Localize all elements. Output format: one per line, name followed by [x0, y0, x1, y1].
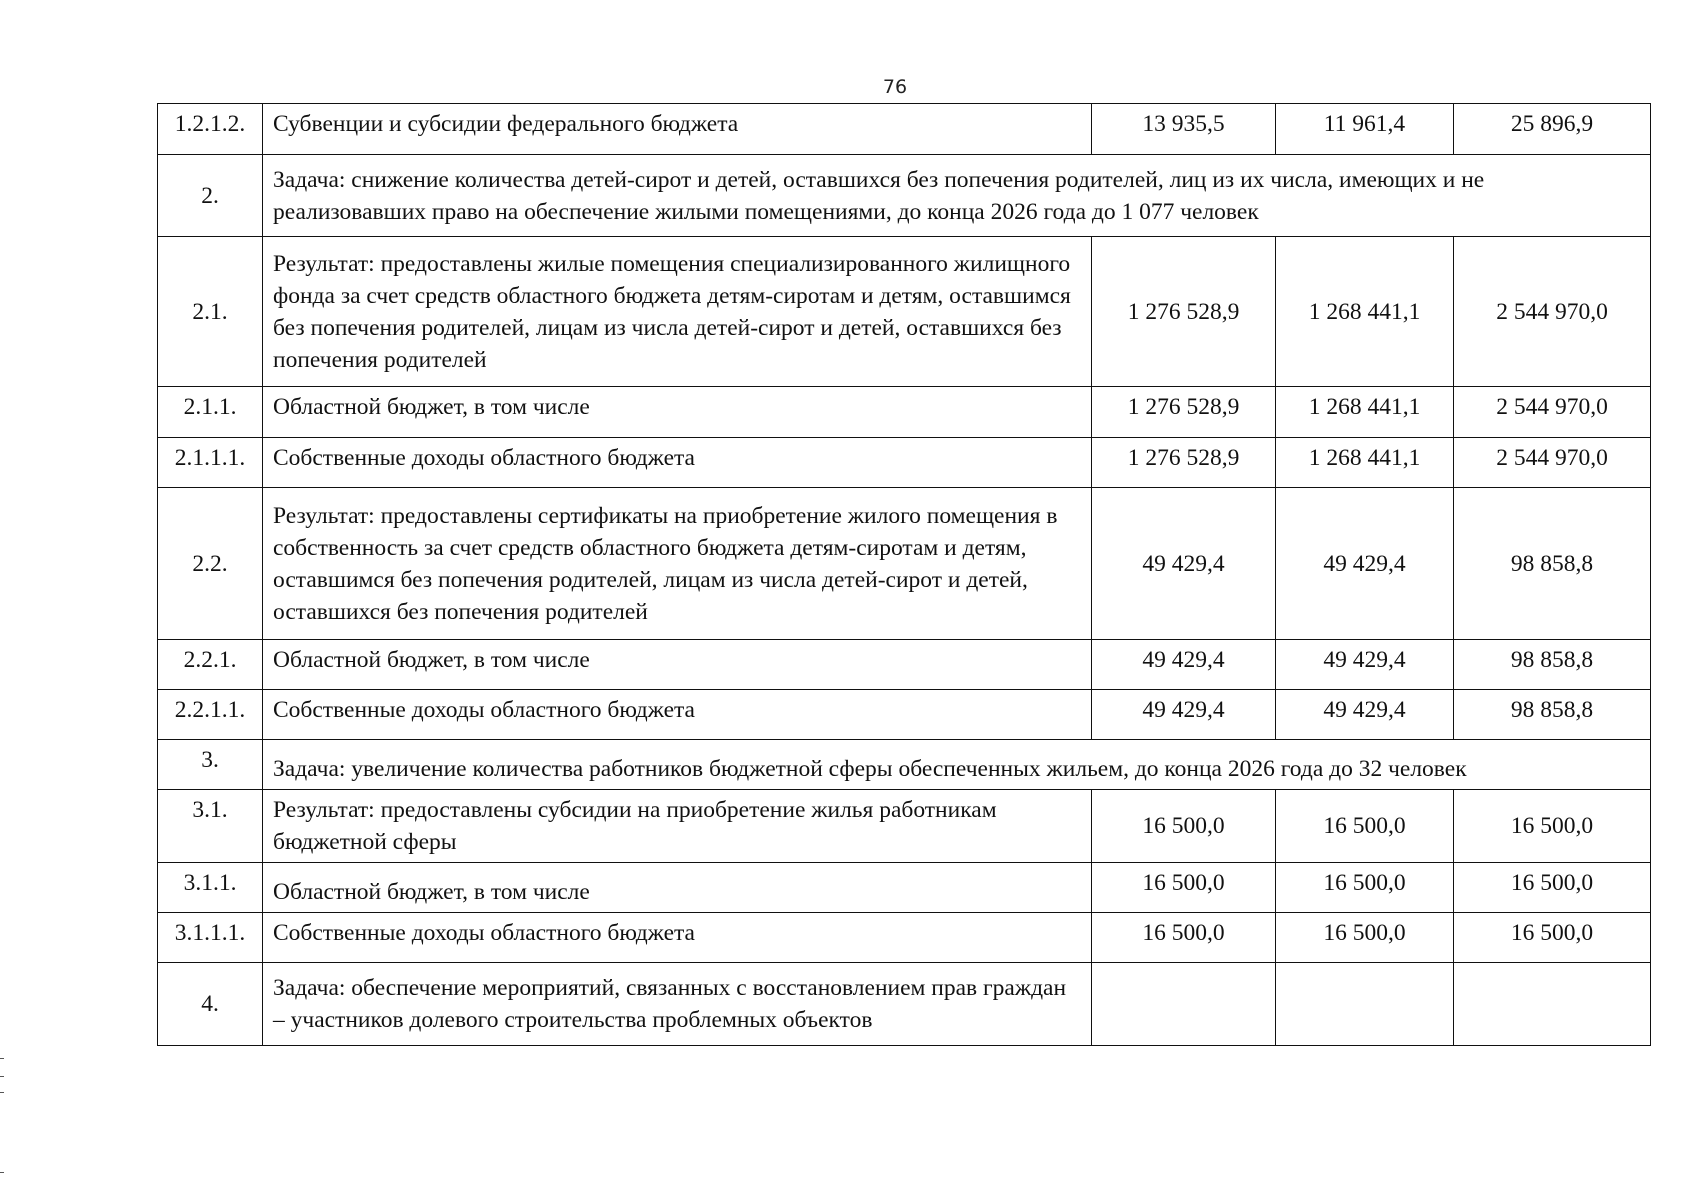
table-row — [158, 690, 1651, 740]
task-description: Задача: снижение количества детей-сирот и детей, оставшихся без попечения родителей, лиц из их числа, имеющих и не реализовавших право на обеспечение жилыми помещениями, до конца 2026 года до 1 077 человек — [263, 155, 1651, 237]
value-cell: 16 500,0 — [1276, 790, 1454, 863]
value-cell: 1 268 441,1 — [1276, 438, 1454, 488]
value-cell: 49 429,4 — [1092, 488, 1276, 640]
value-cell: 16 500,0 — [1454, 790, 1651, 863]
budget-table — [157, 103, 1651, 1046]
value-cell: 11 961,4 — [1276, 104, 1454, 155]
value-cell: 16 500,0 — [1276, 913, 1454, 963]
row-number: 2.2.1. — [158, 640, 263, 690]
row-description: Областной бюджет, в том числе — [263, 863, 1092, 913]
row-description: Областной бюджет, в том числе — [263, 387, 1092, 438]
table-row — [158, 237, 1651, 387]
value-cell: 49 429,4 — [1276, 690, 1454, 740]
row-description: Задача: обеспечение мероприятий, связанных с восстановлением прав граждан – участников долевого строительства проблемных объектов — [263, 963, 1092, 1046]
value-cell: 49 429,4 — [1276, 488, 1454, 640]
row-description: Собственные доходы областного бюджета — [263, 690, 1092, 740]
row-number: 2.2. — [158, 488, 263, 640]
table-row — [158, 488, 1651, 640]
value-cell: 13 935,5 — [1092, 104, 1276, 155]
table-row — [158, 913, 1651, 963]
row-number: 3.1.1. — [158, 863, 263, 913]
row-description: Областной бюджет, в том числе — [263, 640, 1092, 690]
page-number: 76 — [882, 76, 908, 98]
row-number: 1.2.1.2. — [158, 104, 263, 155]
value-cell: 2 544 970,0 — [1454, 387, 1651, 438]
value-cell: 2 544 970,0 — [1454, 438, 1651, 488]
value-cell: 1 268 441,1 — [1276, 387, 1454, 438]
row-number: 2. — [158, 155, 263, 237]
row-number: 2.1. — [158, 237, 263, 387]
value-cell — [1092, 963, 1276, 1046]
value-cell: 16 500,0 — [1092, 790, 1276, 863]
table-row — [158, 740, 1651, 790]
row-description: Субвенции и субсидии федерального бюджета — [263, 104, 1092, 155]
table-row — [158, 155, 1651, 237]
value-cell: 1 268 441,1 — [1276, 237, 1454, 387]
table-row — [158, 963, 1651, 1046]
row-number: 2.1.1. — [158, 387, 263, 438]
task-description: Задача: увеличение количества работников бюджетной сферы обеспеченных жильем, до конца 2026 года до 32 человек — [263, 740, 1651, 790]
value-cell: 1 276 528,9 — [1092, 438, 1276, 488]
row-number: 3.1. — [158, 790, 263, 863]
row-description: Собственные доходы областного бюджета — [263, 438, 1092, 488]
value-cell: 1 276 528,9 — [1092, 237, 1276, 387]
value-cell — [1454, 963, 1651, 1046]
row-description: Результат: предоставлены жилые помещения специализированного жилищного фонда за счет средств областного бюджета детям-сиротам и детям, оставшимся без попечения родителей, лицам из числа детей-сирот и детей, оставшихся без попечения родителей — [263, 237, 1092, 387]
value-cell: 16 500,0 — [1092, 863, 1276, 913]
row-description: Собственные доходы областного бюджета — [263, 913, 1092, 963]
row-description: Результат: предоставлены субсидии на приобретение жилья работникам бюджетной сферы — [263, 790, 1092, 863]
value-cell: 16 500,0 — [1276, 863, 1454, 913]
value-cell: 49 429,4 — [1276, 640, 1454, 690]
table-row — [158, 790, 1651, 863]
value-cell: 98 858,8 — [1454, 640, 1651, 690]
value-cell: 49 429,4 — [1092, 640, 1276, 690]
table-row — [158, 640, 1651, 690]
row-number: 4. — [158, 963, 263, 1046]
row-number: 3. — [158, 740, 263, 790]
row-number: 2.1.1.1. — [158, 438, 263, 488]
scan-edge-mark — [0, 1076, 4, 1077]
value-cell: 16 500,0 — [1454, 863, 1651, 913]
row-number: 3.1.1.1. — [158, 913, 263, 963]
row-description: Результат: предоставлены сертификаты на приобретение жилого помещения в собственность за счет средств областного бюджета детям-сиротам и детям, оставшимся без попечения родителей, лицам из числа детей-сирот и детей, оставшихся без попечения родителей — [263, 488, 1092, 640]
table-row — [158, 863, 1651, 913]
value-cell: 98 858,8 — [1454, 690, 1651, 740]
value-cell: 16 500,0 — [1092, 913, 1276, 963]
value-cell: 25 896,9 — [1454, 104, 1651, 155]
row-number: 2.2.1.1. — [158, 690, 263, 740]
table-row — [158, 438, 1651, 488]
table-row — [158, 387, 1651, 438]
value-cell: 2 544 970,0 — [1454, 237, 1651, 387]
scan-edge-mark — [0, 1092, 4, 1093]
value-cell: 98 858,8 — [1454, 488, 1651, 640]
value-cell: 16 500,0 — [1454, 913, 1651, 963]
value-cell: 49 429,4 — [1092, 690, 1276, 740]
value-cell: 1 276 528,9 — [1092, 387, 1276, 438]
value-cell — [1276, 963, 1454, 1046]
table-row — [158, 104, 1651, 155]
scan-edge-mark — [0, 1172, 4, 1173]
scan-edge-mark — [0, 1058, 4, 1059]
